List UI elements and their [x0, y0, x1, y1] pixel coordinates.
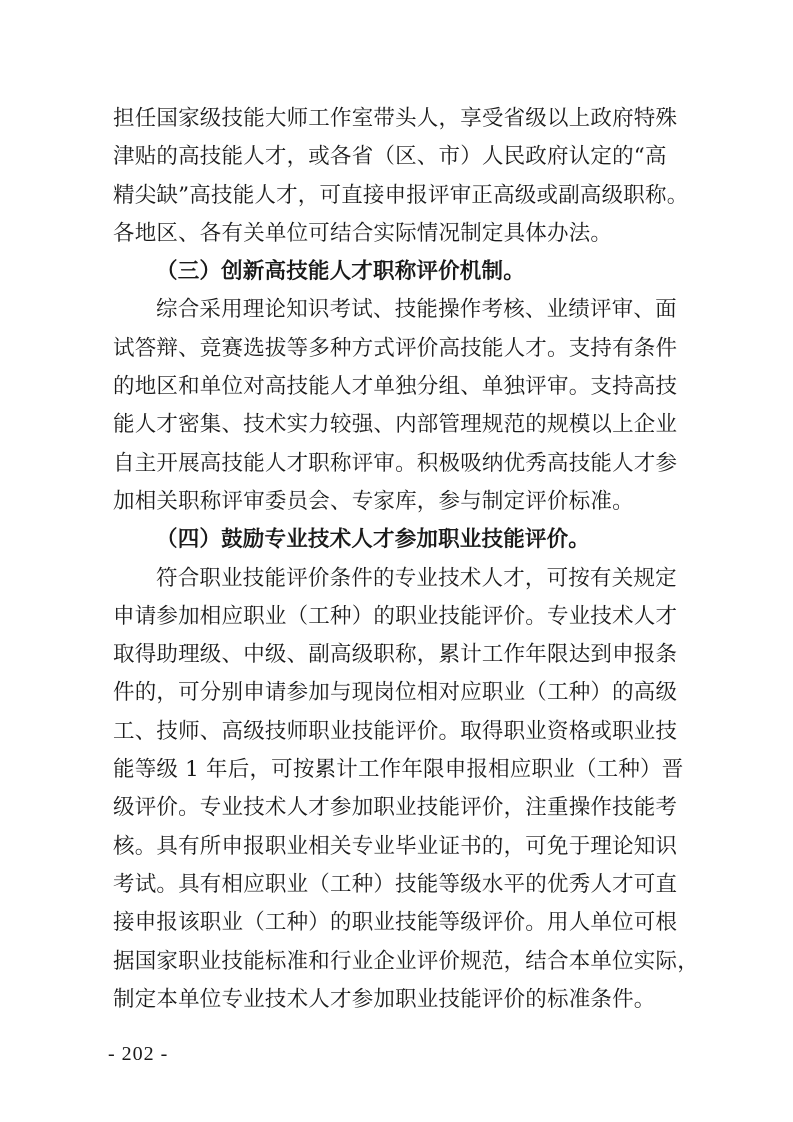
text-line: 加相关职称评审委员会、专家库，参与制定评价标准。: [113, 488, 634, 514]
text-line: 能等级 1 年后，可按累计工作年限申报相应职业（工种）晋: [113, 757, 684, 783]
text-line: 的地区和单位对高技能人才单独分组、单独评审。支持高技: [113, 374, 678, 400]
text-line: 件的，可分别申请参加与现岗位相对应职业（工种）的高级: [113, 680, 678, 706]
text-line: 担任国家级技能大师工作室带头人，享受省级以上政府特殊: [113, 106, 678, 131]
text-line: 取得助理级、中级、副高级职称，累计工作年限达到申报条: [113, 642, 678, 668]
text-line: 精尖缺”高技能人才，可直接申报评审正高级或副高级职称。: [113, 182, 689, 208]
text-line: 试答辩、竞赛选拔等多种方式评价高技能人才。支持有条件: [113, 335, 678, 361]
text-line: 自主开展高技能人才职称评审。积极吸纳优秀高技能人才参: [113, 450, 678, 476]
text-line: 工、技师、高级技师职业技能评价。取得职业资格或职业技: [113, 718, 678, 744]
text-line: 制定本单位专业技术人才参加职业技能评价的标准条件。: [113, 986, 656, 1012]
text-line: 各地区、各有关单位可结合实际情况制定具体办法。: [113, 220, 613, 246]
text-line: 接申报该职业（工种）的职业技能等级评价。用人单位可根: [113, 910, 678, 936]
text-line: 考试。具有相应职业（工种）技能等级水平的优秀人才可直: [113, 871, 678, 897]
page-number: - 202 -: [108, 1043, 169, 1065]
text-line: 能人才密集、技术实力较强、内部管理规范的规模以上企业: [113, 412, 678, 438]
text-line: 津贴的高技能人才，或各省（区、市）人民政府认定的“高: [113, 144, 667, 170]
section-heading-4: （四）鼓励专业技术人才参加职业技能评价。: [156, 527, 591, 553]
paragraph-first-line: 符合职业技能评价条件的专业技术人才，可按有关规定: [156, 565, 677, 591]
text-line: 申请参加相应职业（工种）的职业技能评价。专业技术人才: [113, 603, 678, 629]
body-text: [113, 100, 699, 1019]
section-heading-3: （三）创新高技能人才职称评价机制。: [156, 259, 525, 285]
paragraph-first-line: 综合采用理论知识考试、技能操作考核、业绩评审、面: [156, 297, 677, 323]
text-line: 核。具有所申报职业相关专业毕业证书的，可免于理论知识: [113, 833, 678, 859]
text-line: 级评价。专业技术人才参加职业技能评价，注重操作技能考: [113, 795, 678, 821]
text-line: 据国家职业技能标准和行业企业评价规范，结合本单位实际，: [113, 948, 699, 974]
